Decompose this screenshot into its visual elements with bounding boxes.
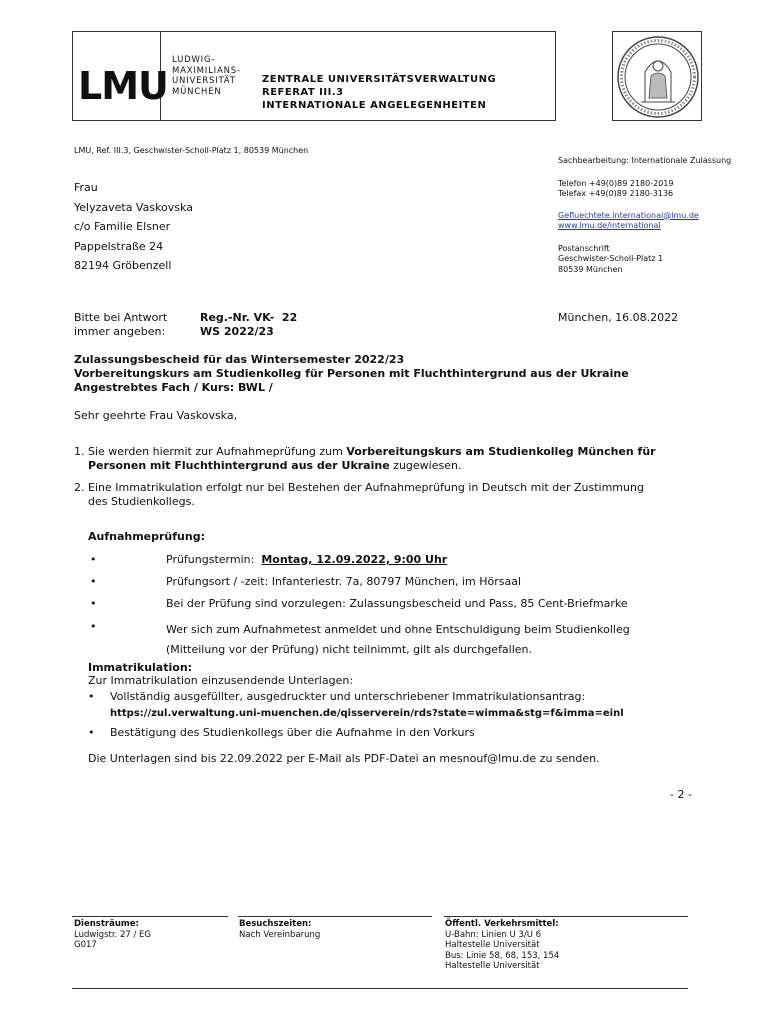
footer-hours-title: Besuchszeiten: xyxy=(239,919,312,929)
footer-rule xyxy=(444,916,688,917)
fax-number: Telefax +49(0)89 2180-3136 xyxy=(558,189,674,198)
department-line: INTERNATIONALE ANGELEGENHEITEN xyxy=(262,100,487,111)
exam-date-row xyxy=(166,553,447,567)
exam-absence-note xyxy=(166,620,630,660)
recipient-line: Frau xyxy=(74,181,98,194)
item-1-text-b: zugewiesen. xyxy=(389,459,462,472)
item-1-bold-a: Vorbereitungskurs am Studienkolleg München für xyxy=(346,445,656,458)
postal-city: 80539 München xyxy=(558,264,623,274)
enrollment-item-2: Bestätigung des Studienkollegs über die Aufnahme in den Vorkurs xyxy=(110,726,475,739)
item-1-text xyxy=(88,445,708,473)
footer-rule xyxy=(72,916,228,917)
subject-line: Angestrebtes Fach / Kurs: BWL / xyxy=(74,381,273,394)
recipient-line: c/o Familie Elsner xyxy=(74,220,171,233)
footer-bottom-rule xyxy=(72,988,688,989)
exam-absence-line: (Mitteilung vor der Prüfung) nicht teilnimmt, gilt als durchgefallen. xyxy=(166,643,533,656)
email-link[interactable]: Gefluechtete.international@lmu.de xyxy=(558,210,699,220)
seal-icon xyxy=(613,32,702,121)
postal-label: Postanschrift xyxy=(558,243,610,253)
footer-office-title: Diensträume: xyxy=(74,919,139,929)
exam-place: Prüfungsort / -zeit: Infanteriestr. 7a, 80797 München, im Hörsaal xyxy=(166,575,522,588)
website-link[interactable]: www.lmu.de/international xyxy=(558,221,661,230)
university-name xyxy=(172,55,241,97)
recipient-address xyxy=(74,178,193,276)
subject-block xyxy=(74,353,629,395)
footer-col-hours xyxy=(239,919,320,940)
university-name-line: MAXIMILIANS- xyxy=(172,65,241,76)
footer-transport-title: Öffentl. Verkehrsmittel: xyxy=(445,919,559,929)
footer-transport-line: Haltestelle Universität xyxy=(445,940,540,950)
university-name-line: UNIVERSITÄT xyxy=(172,76,236,86)
sender-address-line: LMU, Ref. III.3, Geschwister-Scholl-Platz 1, 80539 München xyxy=(74,146,309,155)
item-number: 1. xyxy=(74,445,85,458)
department-line: ZENTRALE UNIVERSITÄTSVERWALTUNG xyxy=(262,74,497,85)
bullet-icon: • xyxy=(90,575,97,588)
university-seal xyxy=(612,31,702,121)
semester: WS 2022/23 xyxy=(200,325,274,338)
footer-col-transport xyxy=(445,919,559,972)
reference-values xyxy=(200,311,297,339)
salutation: Sehr geehrte Frau Vaskovska, xyxy=(74,409,238,422)
contact-sidebar xyxy=(558,156,731,275)
page-number: - 2 - xyxy=(670,788,692,801)
postal-street: Geschwister-Scholl-Platz 1 xyxy=(558,254,664,263)
footer-transport-line: Haltestelle Universität xyxy=(445,961,540,971)
deadline-note: Die Unterlagen sind bis 22.09.2022 per E-Mail als PDF-Datei an mesnouf@lmu.de zu senden. xyxy=(88,752,600,765)
item-1-bold-b: Personen mit Fluchthintergrund aus der Ukraine xyxy=(88,459,390,472)
bullet-icon: • xyxy=(88,726,95,739)
enrollment-application: Vollständig ausgefüllter, ausgedruckter und unterschriebener Immatrikulationsantrag: xyxy=(110,690,586,703)
reference-label-line: immer angeben: xyxy=(74,325,166,338)
item-2-line: Eine Immatrikulation erfolgt nur bei Bestehen der Aufnahmeprüfung in Deutsch mit der Zustimmung xyxy=(88,481,644,494)
reference-label xyxy=(74,311,167,339)
exam-heading: Aufnahmeprüfung: xyxy=(88,530,205,543)
enrollment-heading: Immatrikulation: xyxy=(88,661,193,674)
registration-number: Reg.-Nr. VK- 22 xyxy=(200,311,298,324)
clerk-label: Sachbearbeitung: Internationale Zulassung xyxy=(558,156,732,165)
bullet-icon: • xyxy=(90,553,97,566)
footer-office-line: G017 xyxy=(74,940,97,950)
footer-col-office xyxy=(74,919,151,951)
university-name-line: LUDWIG- xyxy=(172,55,216,65)
item-1-text-a: Sie werden hiermit zur Aufnahmeprüfung zum xyxy=(88,445,347,458)
recipient-line: 82194 Gröbenzell xyxy=(74,259,172,272)
bullet-icon: • xyxy=(90,597,97,610)
item-2-line: des Studienkollegs. xyxy=(88,495,195,508)
subject-line: Vorbereitungskurs am Studienkolleg für Personen mit Fluchthintergrund aus der Ukraine xyxy=(74,367,629,380)
subject-line: Zulassungsbescheid für das Wintersemester 2022/23 xyxy=(74,353,405,366)
footer-transport-line: U-Bahn: Linien U 3/U 6 xyxy=(445,929,542,940)
university-name-line: MÜNCHEN xyxy=(172,86,222,97)
reference-label-line: Bitte bei Antwort xyxy=(74,311,168,324)
bullet-icon: • xyxy=(90,620,97,633)
enrollment-url[interactable]: https://zul.verwaltung.uni-muenchen.de/qisserverein/rds?state=wimma&stg=f&imma=einl xyxy=(110,708,624,719)
footer-rule xyxy=(238,916,432,917)
enrollment-item-1 xyxy=(110,690,710,721)
phone-number: Telefon +49(0)89 2180-2019 xyxy=(558,178,674,188)
footer-hours-line: Nach Vereinbarung xyxy=(239,929,321,940)
department-line: REFERAT III.3 xyxy=(262,87,344,98)
letter-date: München, 16.08.2022 xyxy=(558,311,679,324)
footer-office-line: Ludwigstr. 27 / EG xyxy=(74,929,151,940)
exam-documents: Bei der Prüfung sind vorzulegen: Zulassungsbescheid und Pass, 85 Cent-Briefmarke xyxy=(166,597,628,610)
bullet-icon: • xyxy=(88,690,95,703)
item-number: 2. xyxy=(74,481,85,494)
lmu-logo: LMU xyxy=(78,64,168,108)
exam-date-value: Montag, 12.09.2022, 9:00 Uhr xyxy=(261,553,448,566)
exam-date-label: Prüfungstermin: xyxy=(166,553,262,566)
recipient-line: Pappelstraße 24 xyxy=(74,239,164,253)
exam-absence-line: Wer sich zum Aufnahmetest anmeldet und ohne Entschuldigung beim Studienkolleg xyxy=(166,623,630,636)
enrollment-intro: Zur Immatrikulation einzusendende Unterlagen: xyxy=(88,674,354,687)
recipient-line: Yelyzaveta Vaskovska xyxy=(74,200,193,214)
footer-transport-line: Bus: Linie 58, 68, 153, 154 xyxy=(445,950,560,961)
item-2-text xyxy=(88,481,708,509)
department-name xyxy=(262,73,496,112)
